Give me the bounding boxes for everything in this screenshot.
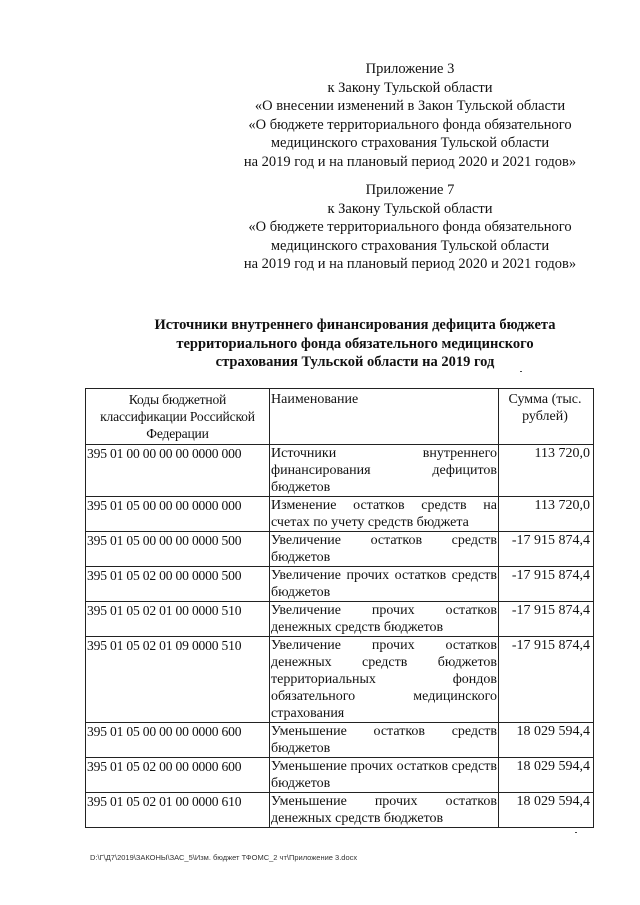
scan-mark bbox=[575, 832, 577, 833]
title-line: страхования Тульской области на 2019 год bbox=[215, 354, 495, 370]
table-row bbox=[86, 723, 594, 758]
document-title bbox=[130, 316, 580, 372]
header-sum: Сумма (тыс. рублей) bbox=[499, 389, 594, 445]
appendix-3-line: «О бюджете территориального фонда обязательного bbox=[248, 116, 572, 133]
row-code: 395 01 05 02 01 00 0000 610 bbox=[86, 793, 270, 828]
table-header-row bbox=[86, 389, 594, 445]
appendix-7-line: на 2019 год и на плановый период 2020 и 2021 годов» bbox=[243, 256, 577, 272]
scan-mark bbox=[520, 371, 522, 372]
appendix-3-line: к Закону Тульской области bbox=[327, 79, 493, 96]
row-sum: -17 915 874,4 bbox=[499, 602, 594, 637]
appendix-3-line: медицинского страхования Тульской области bbox=[270, 135, 550, 151]
row-sum: 18 029 594,4 bbox=[499, 793, 594, 828]
row-code: 395 01 05 02 00 00 0000 500 bbox=[86, 567, 270, 602]
row-code: 395 01 05 02 01 09 0000 510 bbox=[86, 637, 270, 723]
header-code: Коды бюджетной классификации Российской Федерации bbox=[86, 389, 270, 445]
table-row bbox=[86, 497, 594, 532]
row-sum: -17 915 874,4 bbox=[499, 567, 594, 602]
row-name: Увеличение прочих остатков денежных средств бюджетов bbox=[271, 603, 497, 635]
table-row bbox=[86, 793, 594, 828]
row-name: Уменьшение прочих остатков средств бюджетов bbox=[271, 759, 497, 791]
table-row bbox=[86, 445, 594, 497]
table-row bbox=[86, 637, 594, 723]
appendix-7-line: к Закону Тульской области bbox=[327, 200, 493, 217]
row-sum: 18 029 594,4 bbox=[499, 758, 594, 793]
row-code: 395 01 00 00 00 00 0000 000 bbox=[86, 445, 270, 497]
row-name: Источники внутреннего финансирования дефицитов бюджетов bbox=[271, 446, 497, 495]
row-sum: 113 720,0 bbox=[499, 497, 594, 532]
table-row bbox=[86, 567, 594, 602]
financing-sources-table bbox=[85, 388, 594, 828]
row-code: 395 01 05 00 00 00 0000 600 bbox=[86, 723, 270, 758]
row-name: Уменьшение прочих остатков денежных средств бюджетов bbox=[271, 794, 497, 826]
appendix-3-line: «О внесении изменений в Закон Тульской области bbox=[254, 98, 566, 114]
table-row bbox=[86, 758, 594, 793]
table-row bbox=[86, 602, 594, 637]
row-code: 395 01 05 02 00 00 0000 600 bbox=[86, 758, 270, 793]
row-code: 395 01 05 00 00 00 0000 500 bbox=[86, 532, 270, 567]
row-sum: -17 915 874,4 bbox=[499, 637, 594, 723]
appendix-7-line: Приложение 7 bbox=[365, 182, 455, 198]
row-sum: 113 720,0 bbox=[499, 445, 594, 497]
title-line: Источники внутреннего финансирования дефицита бюджета bbox=[154, 317, 556, 333]
appendix-7-line: медицинского страхования Тульской области bbox=[270, 237, 550, 254]
appendix-3-line: на 2019 год и на плановый период 2020 и 2021 годов» bbox=[243, 153, 577, 170]
title-line: территориального фонда обязательного медицинского bbox=[176, 335, 534, 352]
row-name: Увеличение остатков средств бюджетов bbox=[271, 533, 497, 565]
row-name: Увеличение прочих остатков денежных средств бюджетов территориальных фондов обязательного медицинского страхования bbox=[271, 638, 497, 721]
appendix-3-heading bbox=[200, 60, 620, 171]
row-name: Уменьшение остатков средств бюджетов bbox=[271, 724, 497, 756]
appendix-7-heading bbox=[200, 181, 620, 274]
file-path-footer: D:\Г\Д7\2019\ЗАКОНЫ\ЗАС_5\Изм. бюджет ТФОМС_2 чт\Приложение 3.docx bbox=[90, 853, 358, 862]
table-row bbox=[86, 532, 594, 567]
header-name: Наименование bbox=[270, 389, 499, 445]
row-code: 395 01 05 00 00 00 0000 000 bbox=[86, 497, 270, 532]
row-code: 395 01 05 02 01 00 0000 510 bbox=[86, 602, 270, 637]
row-name: Изменение остатков средств на счетах по учету средств бюджета bbox=[271, 498, 497, 530]
row-name: Увеличение прочих остатков средств бюджетов bbox=[271, 568, 497, 600]
row-sum: 18 029 594,4 bbox=[499, 723, 594, 758]
appendix-3-line: Приложение 3 bbox=[365, 61, 455, 77]
row-sum: -17 915 874,4 bbox=[499, 532, 594, 567]
appendix-7-line: «О бюджете территориального фонда обязательного bbox=[248, 219, 572, 235]
